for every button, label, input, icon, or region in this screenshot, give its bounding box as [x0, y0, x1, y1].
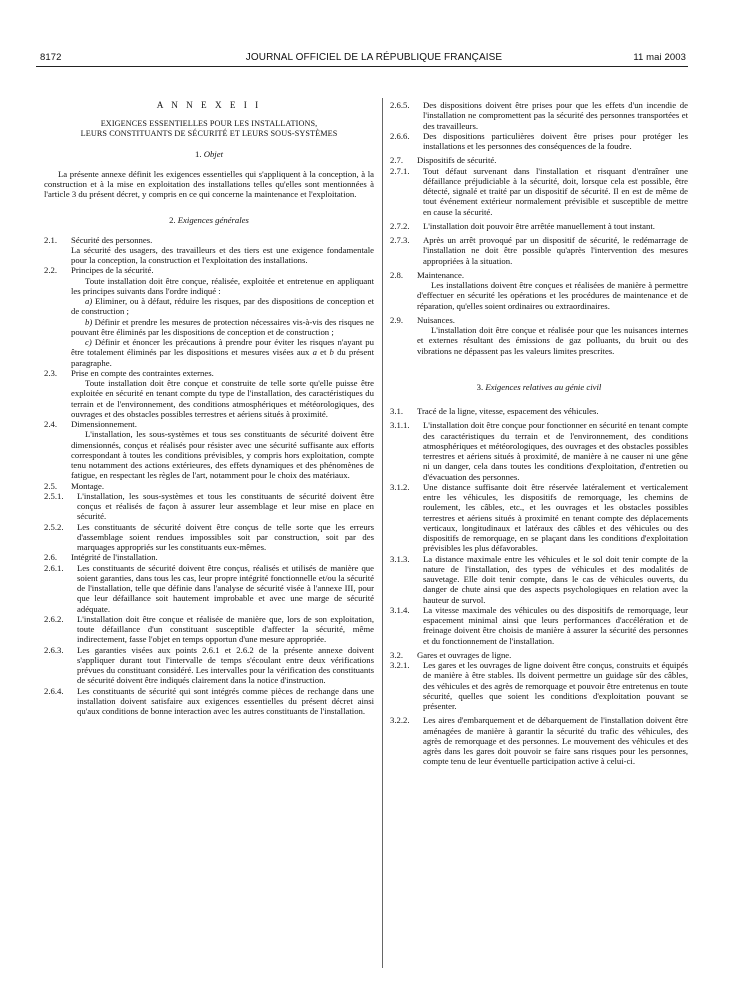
clause-number: 2.9. [390, 314, 404, 325]
clause-title: Dimensionnement. [71, 419, 137, 429]
clause-number: 2.6.2. [44, 613, 64, 624]
clause-text: Une distance suffisante doit être réservée latéralement et verticalement entre les véhicules, les dispositifs de remorquage, les chemins de roulement, les câbles, etc., et les ouvrages et les obstacles possibles terrestres et aériens situés à proximité en tenant compte des déplacements verticaux, longitudinaux et latéraux des câbles et des véhicules ou des dispositifs de remorquage, en se plaçant dans les conditions d'exploitation prévisibles les plus défavorables. [423, 481, 688, 554]
list-text: Définir et énoncer les précautions à prendre pour éviter les risques n'ayant pu être totalement éliminés par les dispositions et mesures visées aux [71, 337, 374, 358]
list-text: Eliminer, ou à défaut, réduire les risques, par des dispositions de conception et de construction ; [71, 296, 374, 317]
ref-a: a [312, 347, 317, 358]
list-item-b [44, 317, 374, 338]
clause-text: La vitesse maximale des véhicules ou des dispositifs de remorquage, leur espacement minimal ainsi que leurs performances d'accélération et de freinage doivent être choisis de manière à assurer la sécurité des personnes et du fonctionnement de l'installation. [423, 604, 688, 646]
clause-text: Les constituants de sécurité doivent être conçus de telle sorte que les erreurs d'assemblage soient rendues impossibles soit par construction, soit par des marquages appropriés sur les constituants eux-mêmes. [77, 521, 374, 552]
clause-number: 3.2. [390, 649, 404, 660]
right-column [390, 100, 688, 767]
issue-date: 11 mai 2003 [633, 52, 686, 63]
clause-text: Des dispositions doivent être prises pour que les effets d'un incendie de l'installation ne compromettent pas la sécurité des personnes transportées et des travailleurs. [423, 100, 688, 131]
annex-title: A N N E X E I I [156, 100, 262, 110]
clause-title: Intégrité de l'installation. [71, 552, 158, 563]
clause-number: 2.6.3. [44, 644, 64, 655]
clause-number: 2.7. [390, 155, 404, 166]
clause-text: Tout défaut survenant dans l'installation et risquant d'entraîner une défaillance préjudiciable à la sécurité, doit, lorsque cela est possible, être détecté, signalé et traité par un dispositif de sécurité. Il en est de même de tout événement extérieur normalement prévisible et susceptible de mettre en cause la sécurité. [423, 165, 688, 217]
clause-2-9 [390, 315, 688, 325]
clause-text: L'installation doit être conçue et réalisée de manière que, lors de son exploitation, toute défaillance d'un constituant susceptible d'affecter la sécurité, même indirectement, fasse l'objet en temps opportun d'une mesure appropriée. [77, 613, 374, 645]
clause-number: 3.1.3. [390, 553, 410, 564]
clause-title: Dispositifs de sécurité. [417, 155, 497, 166]
clause-number: 3.1.4. [390, 604, 410, 615]
clause-2-4 [44, 419, 374, 429]
column-divider [382, 98, 383, 968]
section-title: Exigences relatives au génie civil [485, 381, 602, 392]
clause-title: Maintenance. [417, 269, 465, 280]
clause-number: 2.2. [44, 265, 58, 276]
annex-subtitle-line2: LEURS CONSTITUANTS DE SÉCURITÉ ET LEURS SOUS-SYSTÈMES [80, 129, 338, 139]
paragraph: Toute installation doit être conçue et construite de telle sorte qu'elle puisse être exploitée en sécurité en tenant compte du type de l'installation, des caractéristiques du terrain et de l'environnement, des conditions atmosphériques et météorologiques, des ouvrages et des obstacles possibles terrestres et aériens situés à proximité. [71, 378, 374, 419]
clause-title: Montage. [71, 480, 105, 491]
clause-2-1 [44, 235, 374, 245]
clause-text: Les aires d'embarquement et de débarquement de l'installation doivent être aménagées de manière à garantir la sécurité du trafic des véhicules, des agrès de remorquage et des personnes. Le mouvement des véhicules et des agrès dans les gares doit pouvoir se faire sans risques pour les personnes, compte tenu de leur éventuelle participation active à celui-ci. [423, 715, 688, 767]
section-heading-objet [44, 149, 374, 159]
clause-3-1-2 [390, 482, 688, 554]
clause-number: 2.6.4. [44, 685, 64, 696]
clause-3-1 [390, 406, 688, 416]
clause-text: Les constituants de sécurité doivent être conçus, réalisés et utilisés de manière que soient garanties, dans tous les cas, leur propre intégrité fonctionnelle et/ou la sécurité de l'installation, telle que définie dans l'analyse de sécurité visée à l'annexe III, pour que leur défaillance soit hautement improbable et avec une marge de sécurité adéquate. [77, 562, 374, 614]
section-heading-exigences-generales [44, 215, 374, 225]
clause-2-5-1 [44, 491, 374, 522]
clause-3-1-3 [390, 554, 688, 605]
clause-text: Les garanties visées aux points 2.6.1 et 2.6.2 de la présente annexe doivent s'appliquer durant tout l'intervalle de temps s'écoulant entre deux vérifications prévues du constituant considéré. Les intervalles pour la vérification des constituants de sécurité doivent être indiqués clairement dans la notice d'instruction. [77, 644, 374, 686]
clause-2-8 [390, 270, 688, 280]
clause-number: 2.6.5. [390, 100, 410, 110]
clause-2-7-1 [390, 166, 688, 217]
clause-number: 2.5.2. [44, 521, 64, 532]
clause-title: Tracé de la ligne, vitesse, espacement des véhicules. [417, 406, 599, 416]
list-marker: a) [85, 296, 93, 306]
clause-2-6-1 [44, 563, 374, 614]
clause-3-2 [390, 650, 688, 660]
left-column [44, 100, 374, 716]
clause-2-6-5 [390, 100, 688, 131]
clause-title: Gares et ouvrages de ligne. [417, 649, 512, 660]
clause-2-6-3 [44, 645, 374, 686]
clause-2-3 [44, 368, 374, 378]
clause-text: La distance maximale entre les véhicules et le sol doit tenir compte de la nature de l'installation, des types de véhicules et des modalités de sauvetage. Elle doit tenir compte, dans le cas de véhicules ouverts, du danger de chute ainsi que des aspects psychologiques en relation avec la hauteur de survol. [423, 553, 688, 605]
clause-number: 2.6.1. [44, 562, 64, 573]
paragraph: L'installation, les sous-systèmes et tous ses constituants de sécurité doivent être dimensionnés, conçus et réalisés pour résister avec une sécurité suffisante aux efforts correspondant à toutes les conditions prévisibles, y compris hors exploitation, compte tenu notamment des actions extérieures, des effets dynamiques et des phénomènes de fatigue, en respectant les règles de l'art, notamment pour le choix des matériaux. [71, 429, 374, 481]
section-number: 3. [476, 381, 484, 392]
clause-2-6-4 [44, 686, 374, 717]
clause-title: Nuisances. [417, 314, 455, 325]
ref-b: b [329, 347, 334, 358]
clause-number: 2.5. [44, 480, 58, 491]
list-text-end: du présent paragraphe. [71, 347, 375, 368]
clause-number: 2.6.6. [390, 130, 410, 141]
list-marker: c) [85, 337, 92, 347]
clause-2-6 [44, 552, 374, 562]
clause-text: Des dispositions particulières doivent être prises pour protéger les installations et les personnes des conséquences de la foudre. [423, 130, 688, 151]
clause-title: Sécurité des personnes. [71, 234, 153, 245]
ref-and: et [320, 347, 327, 358]
clause-2-6-6 [390, 131, 688, 152]
clause-number: 2.6. [44, 552, 58, 563]
clause-number: 3.1.2. [390, 481, 410, 492]
clause-2-6-2 [44, 614, 374, 645]
clause-number: 2.5.1. [44, 490, 64, 501]
header-rule [36, 66, 688, 67]
journal-title: JOURNAL OFFICIEL DE LA RÉPUBLIQUE FRANÇAISE [245, 52, 503, 63]
section-title: Objet [203, 149, 223, 160]
clause-3-1-1 [390, 420, 688, 482]
clause-number: 2.7.1. [390, 165, 410, 176]
section-number: 2. [169, 215, 176, 226]
clause-number: 2.3. [44, 367, 58, 378]
clause-2-7-2 [390, 221, 688, 231]
clause-number: 3.2.1. [390, 660, 410, 670]
clause-number: 2.1. [44, 234, 58, 245]
clause-2-5-2 [44, 522, 374, 553]
clause-3-2-2 [390, 715, 688, 766]
clause-text: Les constituants de sécurité qui sont intégrés comme pièces de rechange dans une installation doivent satisfaire aux exigences essentielles du présent décret ainsi qu'aux conditions de bonne interaction avec les autres constituants de l'installation. [77, 685, 374, 716]
list-marker: b) [85, 316, 93, 327]
clause-2-7 [390, 155, 688, 165]
section-heading-genie-civil [390, 382, 688, 392]
annex-subtitle-line1: EXIGENCES ESSENTIELLES POUR LES INSTALLATIONS, [100, 119, 318, 129]
clause-number: 2.8. [390, 269, 404, 280]
paragraph: La présente annexe définit les exigences essentielles qui s'appliquent à la conception, à la construction et à la mise en exploitation des installations telles qu'elles sont mentionnées à l'article 3 du présent décret, y compris en ce qui concerne la maintenance et l'exploitation. [44, 168, 374, 199]
clause-number: 3.1.1. [390, 420, 410, 431]
paragraph: L'installation doit être conçue et réalisée pour que les nuisances internes et externes résultant des émissions de gaz polluants, du bruit ou des vibrations ne dépassent pas les valeurs limites prescrites. [417, 325, 688, 356]
clause-2-5 [44, 481, 374, 491]
clause-3-1-4 [390, 605, 688, 646]
clause-text: Après un arrêt provoqué par un dispositif de sécurité, le redémarrage de l'installation ne doit être possible qu'après l'intervention des mesures appropriées à la situation. [423, 235, 688, 266]
clause-text: L'installation, les sous-systèmes et tous les constituants de sécurité doivent être conçus et réalisés de façon à assurer leur assemblage et leur mise en place en sécurité. [77, 490, 374, 522]
clause-title: Prise en compte des contraintes externes. [71, 367, 214, 378]
clause-2-7-3 [390, 235, 688, 266]
clause-text: L'installation doit être conçue pour fonctionner en sécurité en tenant compte des caractéristiques du terrain et de l'environnement, des conditions atmosphériques et météorologiques, des ouvrages et des obstacles possibles terrestres et aériens situés à proximité, de manière à ne causer ni une gêne ni un danger, cela dans toutes les conditions d'exploitation, d'entretien ou d'évacuation des personnes. [423, 420, 688, 482]
clause-title: Principes de la sécurité. [71, 265, 154, 276]
clause-3-2-1 [390, 660, 688, 711]
list-text: Définir et prendre les mesures de protection nécessaires vis-à-vis des risques ne pouvant être éliminés par les dispositions de conception et de construction ; [71, 316, 375, 337]
paragraph: Les installations doivent être conçues et réalisées de manière à permettre d'effectuer en sécurité les opérations et les procédures de maintenance et de réparation, qu'elles soient ordinaires ou extraordinaires. [417, 280, 688, 311]
clause-number: 3.2.2. [390, 715, 410, 726]
list-item-a [44, 296, 374, 317]
section-title: Exigences générales [177, 215, 249, 226]
list-item-c [44, 337, 374, 368]
section-number: 1. [195, 149, 202, 160]
clause-text: Les gares et les ouvrages de ligne doivent être conçus, construits et équipés de manière à être stables. Ils doivent permettre un guidage sûr des câbles, des véhicules et des agrès de remorquage et pouvoir être entretenus en toute sécurité, quelles que soient les conditions d'exploitation pouvant se présenter. [423, 660, 688, 711]
clause-number: 3.1. [390, 406, 404, 416]
clause-number: 2.4. [44, 419, 58, 429]
paragraph: La sécurité des usagers, des travailleurs et des tiers est une exigence fondamentale pour la conception, la construction et l'exploitation des installations. [71, 244, 374, 265]
paragraph: Toute installation doit être conçue, réalisée, exploitée et entretenue en appliquant les principes suivants dans l'ordre indiqué : [71, 275, 374, 296]
page-number: 8172 [40, 52, 62, 63]
clause-number: 2.7.3. [390, 235, 410, 245]
clause-number: 2.7.2. [390, 220, 410, 231]
clause-2-2 [44, 265, 374, 275]
clause-text: L'installation doit pouvoir être arrêtée manuellement à tout instant. [423, 220, 655, 231]
